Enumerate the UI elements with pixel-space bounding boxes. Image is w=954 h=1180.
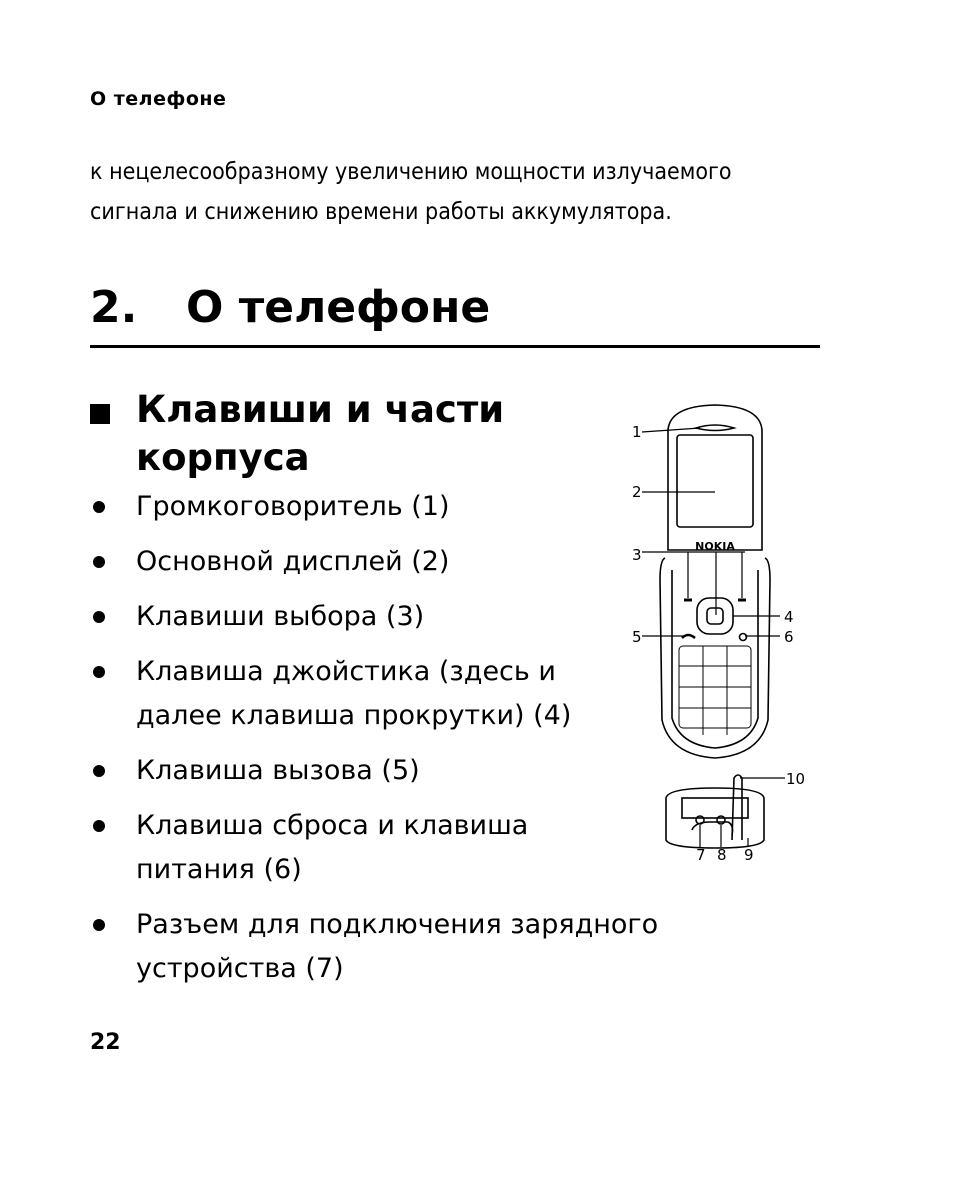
list-item bbox=[90, 650, 576, 738]
intro-paragraph: к нецелесообразному увеличению мощности излучаемого сигнала и снижению времени работы аккумулятора. bbox=[90, 159, 732, 225]
list-item-text: Разъем для подключения зарядного устройства (7) bbox=[136, 909, 659, 984]
main-display bbox=[677, 435, 753, 527]
list-item bbox=[90, 540, 680, 584]
list-item bbox=[90, 804, 536, 892]
brand-logo: NOKIA bbox=[695, 540, 735, 553]
callout-1: 1 bbox=[632, 423, 642, 441]
list-item-text: Клавиша джойстика (здесь и далее клавиша прокрутки) (4) bbox=[136, 656, 572, 731]
parts-list bbox=[90, 485, 680, 1002]
phone-body bbox=[660, 558, 770, 758]
callout-2: 2 bbox=[632, 483, 642, 501]
phone-flip-top bbox=[668, 405, 762, 553]
callout-6: 6 bbox=[784, 628, 794, 646]
chapter-rule bbox=[90, 345, 820, 348]
callout-5: 5 bbox=[632, 628, 642, 646]
callout-7: 7 bbox=[696, 846, 706, 864]
bullet-icon bbox=[93, 666, 105, 678]
running-head: О телефоне bbox=[90, 88, 227, 110]
bullet-icon bbox=[93, 611, 105, 623]
list-item-text: Клавиши выбора (3) bbox=[136, 601, 425, 632]
page-number: 22 bbox=[90, 1030, 121, 1055]
list-item-text: Клавиша сброса и клавиша питания (6) bbox=[136, 810, 529, 885]
wrist-strap bbox=[732, 775, 742, 840]
phone-diagram bbox=[620, 400, 820, 870]
square-bullet-icon bbox=[90, 404, 110, 424]
phone-bottom-view bbox=[666, 775, 764, 848]
callout-lines bbox=[642, 428, 785, 847]
list-item-text: Громкоговоритель (1) bbox=[136, 491, 450, 522]
bullet-icon bbox=[93, 556, 105, 568]
bullet-icon bbox=[93, 820, 105, 832]
callout-4: 4 bbox=[784, 608, 794, 626]
list-item bbox=[90, 903, 680, 991]
section-heading bbox=[90, 386, 510, 482]
list-item-text: Основной дисплей (2) bbox=[136, 546, 450, 577]
end-key bbox=[740, 634, 747, 641]
callout-10: 10 bbox=[786, 770, 806, 788]
list-item bbox=[90, 485, 680, 529]
chapter-title: О телефоне bbox=[186, 282, 491, 333]
section-title: Клавиши и части корпуса bbox=[136, 388, 505, 479]
chapter-number: 2. bbox=[90, 282, 138, 333]
chapter-heading bbox=[90, 282, 490, 333]
list-item bbox=[90, 749, 680, 793]
bullet-icon bbox=[93, 501, 105, 513]
callout-9: 9 bbox=[744, 846, 754, 864]
navi-key bbox=[697, 598, 733, 634]
list-item bbox=[90, 595, 680, 639]
bullet-icon bbox=[93, 765, 105, 777]
list-item-text: Клавиша вызова (5) bbox=[136, 755, 420, 786]
callout-8: 8 bbox=[717, 846, 727, 864]
earpiece-icon bbox=[696, 425, 734, 431]
bullet-icon bbox=[93, 919, 105, 931]
callout-3: 3 bbox=[632, 546, 642, 564]
